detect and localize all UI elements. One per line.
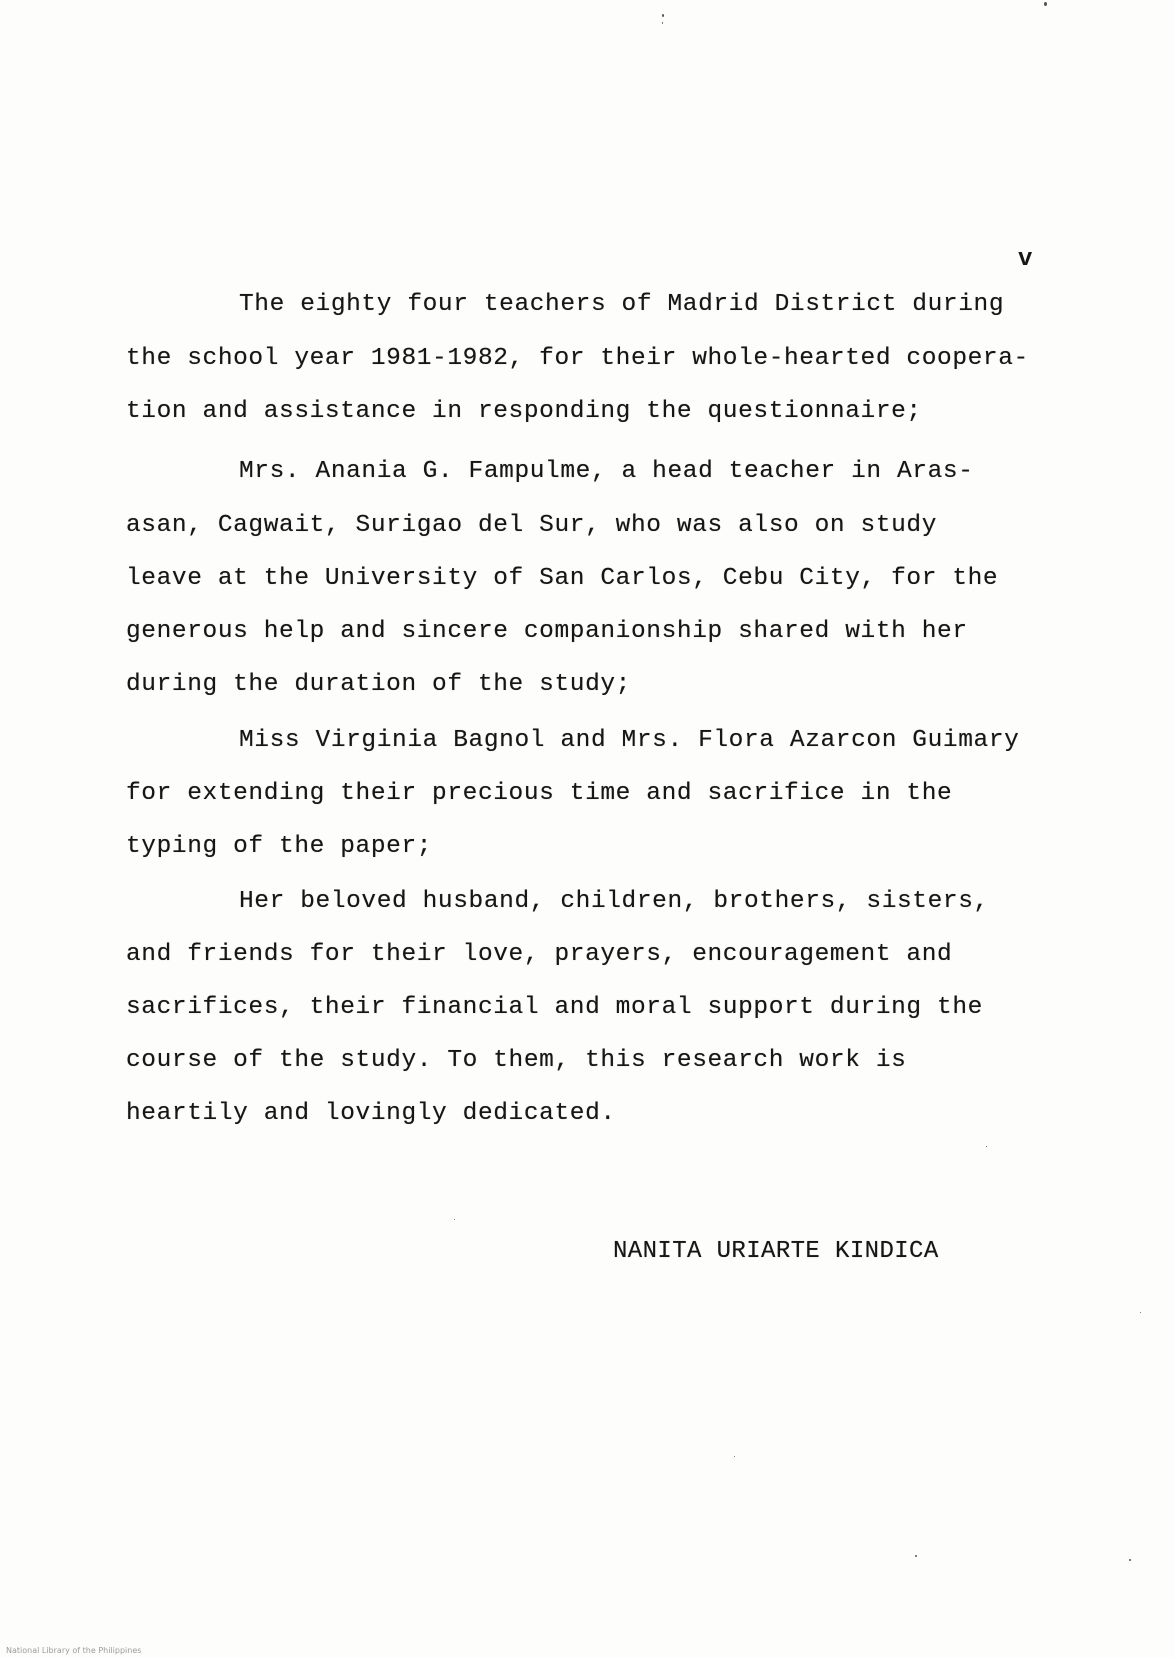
paragraph-4-line-5: heartily and lovingly dedicated. bbox=[126, 1100, 616, 1127]
paragraph-3-line-3: typing of the paper; bbox=[126, 833, 433, 860]
page-number: v bbox=[1018, 246, 1033, 273]
paragraph-2-line-2: asan, Cagwait, Surigao del Sur, who was also on study bbox=[126, 512, 938, 539]
scan-speck bbox=[662, 14, 664, 17]
paragraph-1-line-1: The eighty four teachers of Madrid District during bbox=[239, 291, 1005, 318]
paragraph-2-line-1: Mrs. Anania G. Fampulme, a head teacher in Aras- bbox=[239, 458, 974, 485]
paragraph-4-line-1: Her beloved husband, children, brothers, sisters, bbox=[239, 888, 989, 915]
paragraph-2-line-3: leave at the University of San Carlos, Cebu City, for the bbox=[126, 565, 999, 592]
scan-speck bbox=[1044, 2, 1047, 6]
paragraph-2-line-4: generous help and sincere companionship shared with her bbox=[126, 618, 968, 645]
paragraph-2-line-5: during the duration of the study; bbox=[126, 671, 631, 698]
scan-speck bbox=[454, 1219, 455, 1220]
scan-speck bbox=[1129, 1559, 1131, 1561]
library-footer-stamp: National Library of the Philippines bbox=[6, 1646, 142, 1655]
scan-speck bbox=[734, 1456, 735, 1457]
paragraph-4-line-2: and friends for their love, prayers, encouragement and bbox=[126, 941, 953, 968]
paragraph-4-line-3: sacrifices, their financial and moral support during the bbox=[126, 994, 983, 1021]
paragraph-1-line-2: the school year 1981-1982, for their whole-hearted coopera- bbox=[126, 345, 1029, 372]
paragraph-3-line-1: Miss Virginia Bagnol and Mrs. Flora Azarcon Guimary bbox=[239, 727, 1020, 754]
scan-speck bbox=[1140, 1312, 1141, 1313]
paragraph-1-line-3: tion and assistance in responding the questionnaire; bbox=[126, 398, 922, 425]
scan-speck bbox=[986, 1146, 987, 1147]
paragraph-4-line-4: course of the study. To them, this research work is bbox=[126, 1047, 907, 1074]
author-signature: NANITA URIARTE KINDICA bbox=[613, 1238, 939, 1265]
scan-speck bbox=[662, 22, 663, 24]
scan-speck bbox=[915, 1555, 917, 1557]
paragraph-3-line-2: for extending their precious time and sacrifice in the bbox=[126, 780, 953, 807]
